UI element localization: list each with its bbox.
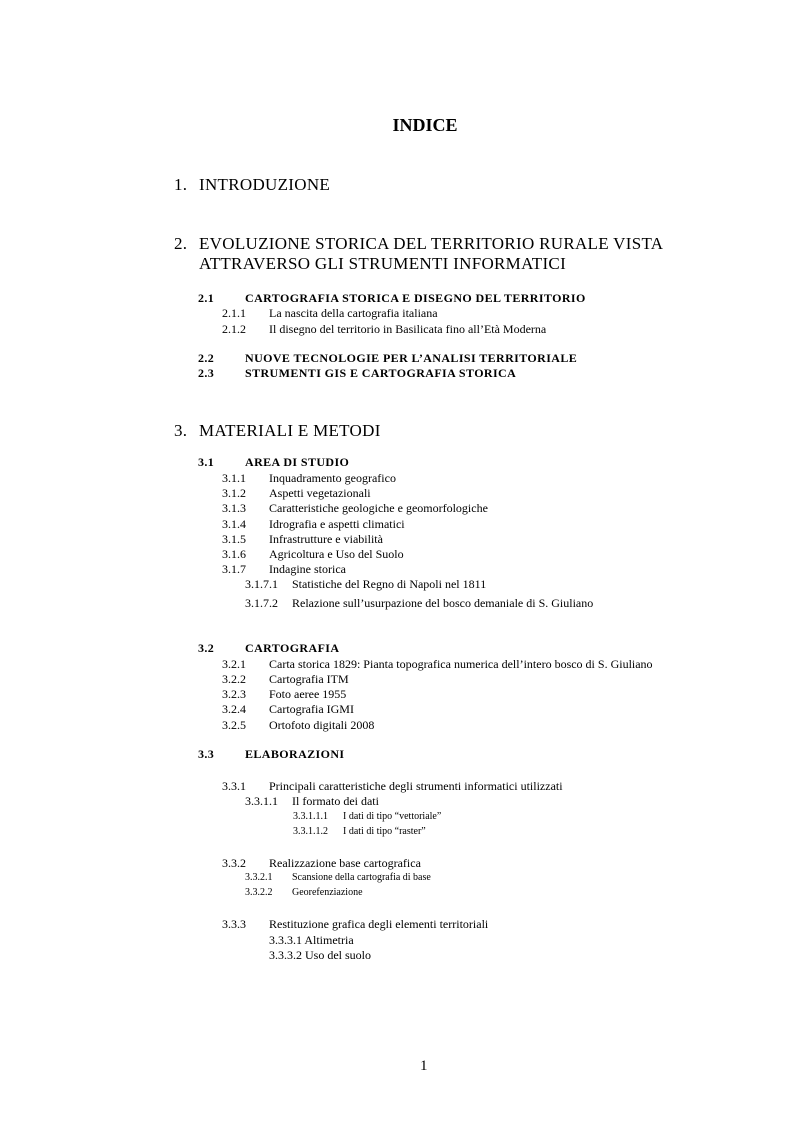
section-number: 1.: [174, 175, 188, 194]
subsection-title: NUOVE TECNOLOGIE PER L’ANALISI TERRITORIALE: [245, 351, 578, 365]
entry-title: Il disegno del territorio in Basilicata fino all’Età Moderna: [269, 322, 547, 336]
toc-section-1[interactable]: [174, 175, 734, 197]
entry-number: 3.3.1.1: [245, 794, 278, 808]
toc-3-3-3[interactable]: [222, 917, 722, 933]
subsection-title: AREA DI STUDIO: [245, 455, 350, 469]
entry-number: 2.1.2: [222, 322, 246, 336]
entry-number: 3.1.7.1: [245, 577, 278, 591]
entry-title: Caratteristiche geologiche e geomorfologiche: [269, 501, 488, 515]
toc-3-1-7-1[interactable]: [245, 577, 715, 593]
toc-2-1[interactable]: [198, 291, 718, 307]
toc-3-1-1[interactable]: [222, 471, 722, 487]
toc-3-1-4[interactable]: [222, 517, 722, 533]
entry-title: Infrastrutture e viabilità: [269, 532, 383, 546]
toc-2-1-2[interactable]: [222, 322, 722, 338]
entry-number: 3.2.2: [222, 672, 246, 686]
toc-3-1-7-2[interactable]: [245, 596, 715, 612]
toc-3-1-6[interactable]: [222, 547, 722, 563]
subsection-title: CARTOGRAFIA: [245, 641, 340, 655]
entry-number: 3.2.4: [222, 702, 246, 716]
entry-title: Scansione della cartografia di base: [292, 872, 431, 883]
entry-title: Ortofoto digitali 2008: [269, 718, 375, 732]
entry-title: Idrografia e aspetti climatici: [269, 517, 405, 531]
entry-number: 3.1.5: [222, 532, 246, 546]
entry-title: Agricoltura e Uso del Suolo: [269, 547, 404, 561]
toc-3-1-5[interactable]: [222, 532, 722, 548]
entry-number: 3.3.2.1: [245, 872, 273, 883]
entry-title: Carta storica 1829: Pianta topografica numerica dell’intero bosco di S. Giuliano: [269, 657, 653, 671]
entry-number: 3.3.2: [222, 856, 246, 870]
entry-title: La nascita della cartografia italiana: [269, 306, 438, 320]
entry-title: Principali caratteristiche degli strumenti informatici utilizzati: [269, 779, 563, 793]
entry-number: 3.2.3: [222, 687, 246, 701]
subsection-number: 3.2: [198, 641, 215, 655]
toc-3-3-1-1-2[interactable]: [293, 826, 713, 840]
toc-3-3-2-2[interactable]: [245, 887, 715, 901]
subsection-number: 3.3: [198, 747, 215, 761]
toc-3-2-5[interactable]: [222, 718, 722, 734]
entry-number: 3.3.3: [222, 917, 246, 931]
entry-title: Relazione sull’usurpazione del bosco demaniale di S. Giuliano: [292, 596, 594, 610]
entry-number: 3.3.2.2: [245, 887, 273, 898]
subsection-title: STRUMENTI GIS E CARTOGRAFIA STORICA: [245, 366, 517, 380]
entry-number: 3.1.6: [222, 547, 246, 561]
toc-3-3-1[interactable]: [222, 779, 722, 795]
section-title: INTRODUZIONE: [199, 175, 331, 194]
entry-number: 3.2.5: [222, 718, 246, 732]
entry-number: 3.1.2: [222, 486, 246, 500]
entry-title: Statistiche del Regno di Napoli nel 1811: [292, 577, 487, 591]
toc-2-2[interactable]: [198, 351, 718, 367]
entry-title: Restituzione grafica degli elementi territoriali: [269, 917, 489, 931]
section-number: 3.: [174, 421, 188, 440]
toc-3-1[interactable]: [198, 455, 718, 471]
subsection-number: 2.1: [198, 291, 215, 305]
subsection-title: CARTOGRAFIA STORICA E DISEGNO DEL TERRITORIO: [245, 291, 586, 305]
toc-3-1-3[interactable]: [222, 501, 722, 517]
entry-number: 3.3.1.1.2: [293, 826, 328, 837]
entry-number: 3.2.1: [222, 657, 246, 671]
entry-title: Aspetti vegetazionali: [269, 486, 371, 500]
entry-title: Il formato dei dati: [292, 794, 379, 808]
toc-3-2-4[interactable]: [222, 702, 722, 718]
page-number: 1: [420, 1058, 428, 1074]
entry-title: Inquadramento geografico: [269, 471, 396, 485]
toc-2-1-1[interactable]: [222, 306, 722, 322]
section-title-line2: ATTRAVERSO GLI STRUMENTI INFORMATICI: [199, 254, 567, 273]
subsection-number: 2.3: [198, 366, 215, 380]
toc-section-3[interactable]: [174, 421, 734, 443]
toc-2-3[interactable]: [198, 366, 718, 382]
entry-title: I dati di tipo “raster”: [343, 826, 426, 837]
toc-3-3-2-1[interactable]: [245, 872, 715, 886]
entry-number: 2.1.1: [222, 306, 246, 320]
entry-number: 3.1.4: [222, 517, 246, 531]
entry-title: Indagine storica: [269, 562, 346, 576]
toc-3-3-3-1[interactable]: 3.3.3.1 Altimetria: [269, 933, 354, 947]
toc-section-2[interactable]: [174, 234, 734, 256]
entry-number: 3.3.1: [222, 779, 246, 793]
toc-3-3-2[interactable]: [222, 856, 722, 872]
toc-3-2[interactable]: [198, 641, 718, 657]
page-title: INDICE: [392, 115, 458, 135]
toc-3-3[interactable]: [198, 747, 718, 763]
toc-3-1-7[interactable]: [222, 562, 722, 578]
entry-number: 3.1.3: [222, 501, 246, 515]
section-title: MATERIALI E METODI: [199, 421, 381, 440]
entry-title: I dati di tipo “vettoriale”: [343, 811, 442, 822]
toc-3-3-1-1-1[interactable]: [293, 811, 713, 825]
toc-3-2-1[interactable]: [222, 657, 742, 673]
section-title-line1: EVOLUZIONE STORICA DEL TERRITORIO RURALE VISTA: [199, 234, 664, 253]
entry-number: 3.1.1: [222, 471, 246, 485]
entry-title: Realizzazione base cartografica: [269, 856, 421, 870]
toc-3-3-3-2[interactable]: 3.3.3.2 Uso del suolo: [269, 948, 371, 962]
toc-3-3-1-1[interactable]: [245, 794, 715, 810]
entry-number: 3.1.7.2: [245, 596, 278, 610]
entry-title: Georefenziazione: [292, 887, 363, 898]
entry-title: Cartografia ITM: [269, 672, 349, 686]
section-number: 2.: [174, 234, 188, 253]
toc-3-1-2[interactable]: [222, 486, 722, 502]
toc-3-2-2[interactable]: [222, 672, 722, 688]
subsection-number: 3.1: [198, 455, 215, 469]
entry-number: 3.1.7: [222, 562, 246, 576]
entry-title: Foto aeree 1955: [269, 687, 347, 701]
subsection-title: ELABORAZIONI: [245, 747, 345, 761]
toc-section-2-cont: [174, 254, 734, 276]
entry-number: 3.3.1.1.1: [293, 811, 328, 822]
subsection-number: 2.2: [198, 351, 215, 365]
toc-3-2-3[interactable]: [222, 687, 722, 703]
entry-title: Cartografia IGMI: [269, 702, 354, 716]
